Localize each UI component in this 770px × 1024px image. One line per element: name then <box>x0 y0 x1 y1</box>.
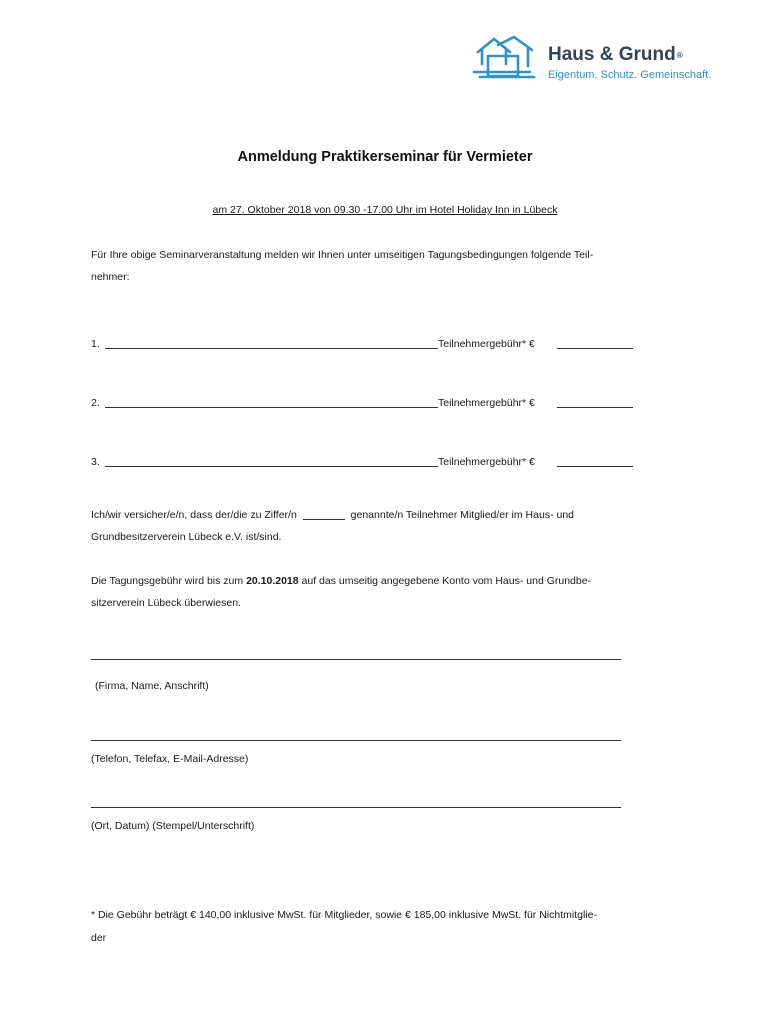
payment-deadline: 20.10.2018 <box>246 575 299 587</box>
membership-line-1 <box>91 508 574 522</box>
participant-name-field[interactable] <box>105 466 438 467</box>
participant-number: 1. <box>91 338 100 350</box>
participant-fee-field[interactable] <box>557 407 633 408</box>
signature-field-label: (Ort, Datum) (Stempel/Unterschrift) <box>91 820 255 832</box>
intro-line-1: Für Ihre obige Seminarveranstaltung melden wir Ihnen unter umseitigen Tagungsbedingungen folgende Teil- <box>91 249 594 261</box>
company-field-label: (Firma, Name, Anschrift) <box>95 680 209 692</box>
intro-line-2: nehmer: <box>91 271 130 283</box>
payment-text-a: Die Tagungsgebühr wird bis zum <box>91 575 244 587</box>
payment-line-2: sitzerverein Lübeck überwiesen. <box>91 597 241 609</box>
participant-fee-label: Teilnehmergebühr* € <box>438 397 535 409</box>
participant-fee-label: Teilnehmergebühr* € <box>438 338 535 350</box>
brand-name: Haus & Grund® <box>548 44 683 65</box>
payment-line-1 <box>91 574 591 588</box>
signature-field[interactable] <box>91 807 621 808</box>
brand-tagline: Eigentum. Schutz. Gemeinschaft. <box>548 69 712 81</box>
participant-number: 3. <box>91 456 100 468</box>
participant-fee-field[interactable] <box>557 348 633 349</box>
company-field[interactable] <box>91 659 621 660</box>
footnote-line-2: der <box>91 932 107 944</box>
haus-und-grund-logo <box>472 34 732 84</box>
payment-text-b: auf das umseitig angegebene Konto vom Haus- und Grundbe- <box>301 575 592 587</box>
participant-fee-field[interactable] <box>557 466 633 467</box>
membership-number-field[interactable] <box>303 519 345 520</box>
contact-field-label: (Telefon, Telefax, E-Mail-Adresse) <box>91 753 249 765</box>
membership-text-a: Ich/wir versicher/e/n, dass der/die zu Ziffer/n <box>91 509 297 521</box>
house-logo-icon <box>472 34 544 82</box>
membership-text-b: genannte/n Teilnehmer Mitglied/er im Haus- und <box>350 509 575 521</box>
contact-field[interactable] <box>91 740 621 741</box>
participant-name-field[interactable] <box>105 348 438 349</box>
membership-line-2: Grundbesitzerverein Lübeck e.V. ist/sind. <box>91 531 282 543</box>
participant-number: 2. <box>91 397 100 409</box>
footnote-line-1: * Die Gebühr beträgt € 140,00 inklusive MwSt. für Mitglieder, sowie € 185,00 inklusive MwSt. für Nichtmitglie- <box>91 909 597 921</box>
participant-name-field[interactable] <box>105 407 438 408</box>
participant-fee-label: Teilnehmergebühr* € <box>438 456 535 468</box>
seminar-date-line: am 27. Oktober 2018 von 09.30 -17.00 Uhr im Hotel Holiday Inn in Lübeck <box>212 204 558 216</box>
document-title: Anmeldung Praktikerseminar für Vermieter <box>237 149 533 165</box>
